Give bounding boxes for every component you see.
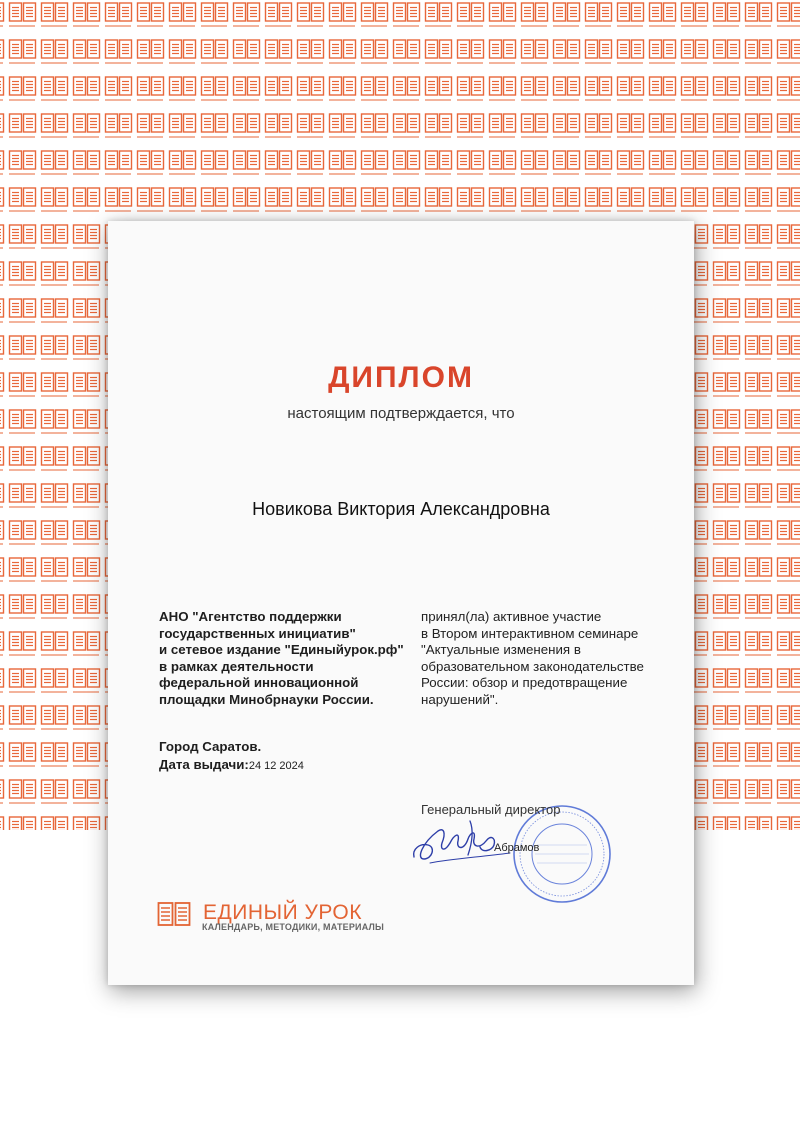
logo-title: ЕДИНЫЙ УРОК [203, 901, 362, 924]
issue-date-value: 24 12 2024 [248, 760, 304, 772]
diploma-subtitle: настоящим подтверждается, что [287, 405, 515, 422]
diploma-title: ДИПЛОМ [328, 361, 474, 394]
organization-line: и сетевое издание "Единыйурок.рф" [159, 642, 404, 658]
recipient-name: Новикова Виктория Александровна [252, 499, 550, 519]
organization-line: федеральной инновационной [159, 675, 359, 691]
participation-line: образовательном законодательстве [421, 658, 644, 674]
city: Город Саратов. [159, 739, 262, 754]
issue-date [159, 757, 304, 772]
organization-block [159, 609, 421, 709]
organization-line: в рамках деятельности [159, 658, 314, 674]
participation-block [421, 609, 681, 709]
issue-date-label: Дата выдачи: [159, 757, 249, 772]
director-name: Абрамов [494, 842, 540, 854]
director-title: Генеральный директор [421, 802, 561, 817]
book-icon [157, 901, 191, 929]
organization-line: АНО "Агентство поддержки [159, 609, 342, 624]
diploma-page [108, 221, 694, 985]
participation-line: принял(ла) активное участие [421, 609, 602, 624]
logo-subtitle: КАЛЕНДАРЬ, МЕТОДИКИ, МАТЕРИАЛЫ [202, 922, 385, 932]
participation-line: России: обзор и предотвращение [421, 675, 628, 691]
organization-line: государственных инициатив" [159, 625, 356, 641]
organization-line: площадки Минобрнауки России. [159, 691, 374, 707]
participation-line: нарушений". [421, 691, 499, 707]
organization-stamp [511, 803, 613, 905]
participation-line: "Актуальные изменения в [421, 642, 581, 658]
participation-line: в Втором интерактивном семинаре [421, 625, 639, 641]
